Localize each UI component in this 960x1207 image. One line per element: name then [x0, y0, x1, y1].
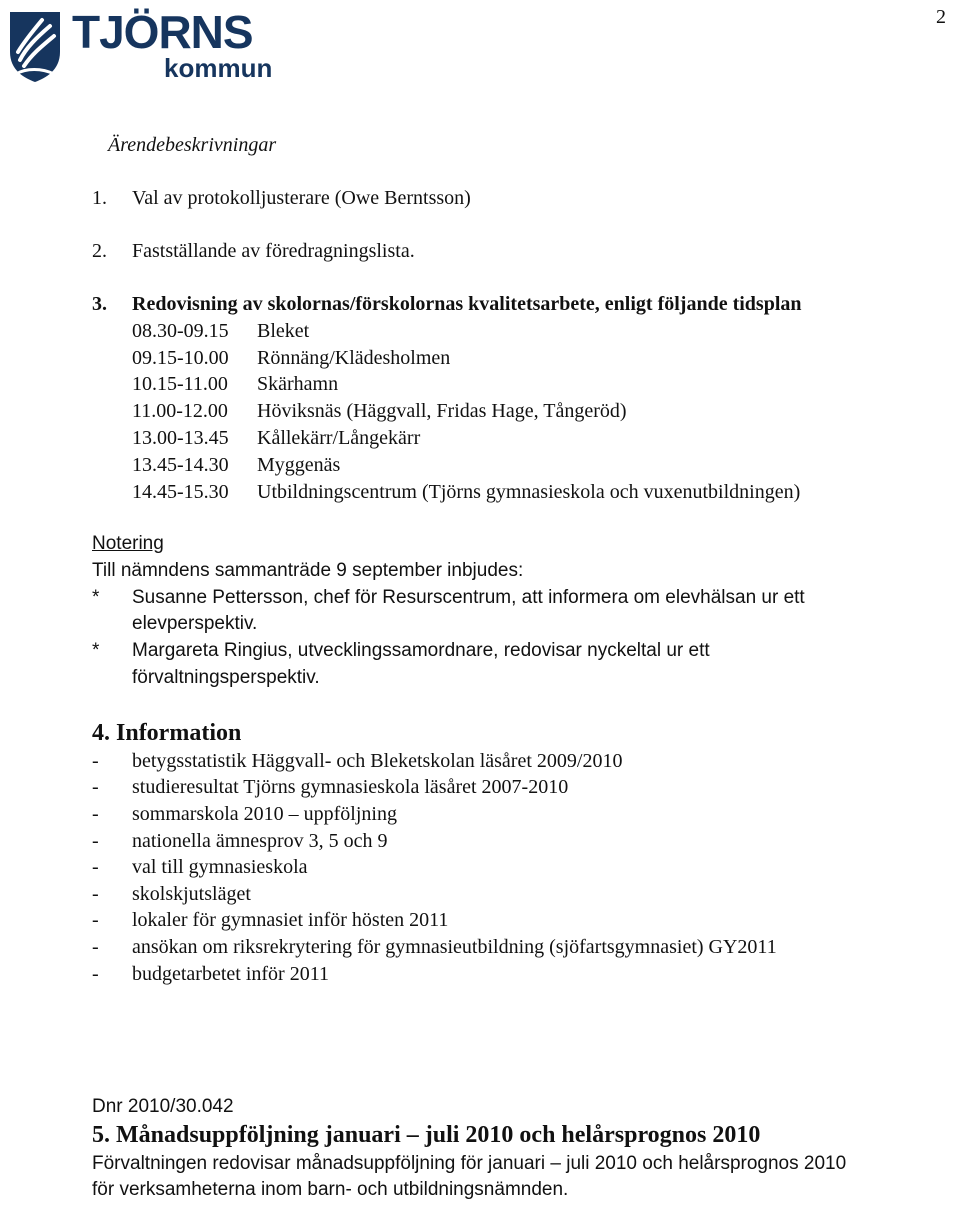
bullet-mark: *: [92, 587, 100, 608]
information-item: val till gymnasieskola: [132, 856, 308, 878]
information-item: nationella ämnesprov 3, 5 och 9: [132, 830, 388, 852]
schedule-time: 10.15-11.00: [132, 373, 228, 395]
tjorns-kommun-logo: [6, 6, 276, 86]
schedule-row: [132, 347, 450, 370]
schedule-row: [132, 373, 338, 396]
item-number: 1.: [92, 187, 107, 209]
schedule-row: [132, 481, 800, 504]
schedule-time: 09.15-10.00: [132, 347, 229, 369]
logo-subtitle: kommun: [164, 53, 273, 83]
note-title: Notering: [92, 533, 164, 554]
dash-mark: -: [92, 963, 99, 985]
page-number: 2: [936, 6, 946, 28]
information-item: betygsstatistik Häggvall- och Bleketskolan läsåret 2009/2010: [132, 750, 623, 772]
dash-mark: -: [92, 803, 99, 825]
schedule-row: [132, 320, 309, 343]
agenda-item-3: [92, 293, 802, 316]
item-number: 2.: [92, 240, 107, 262]
bullet-line: förvaltningsperspektiv.: [132, 667, 320, 688]
item-text: Val av protokolljusterare (Owe Berntsson): [132, 187, 471, 209]
item-text: Redovisning av skolornas/förskolornas kvalitetsarbete, enligt följande tidsplan: [132, 293, 802, 315]
item-text: Fastställande av föredragningslista.: [132, 240, 415, 262]
information-item: sommarskola 2010 – uppföljning: [132, 803, 397, 825]
section5-heading: 5. Månadsuppföljning januari – juli 2010 och helårsprognos 2010: [92, 1122, 761, 1148]
schedule-place: Kållekärr/Långekärr: [257, 427, 421, 449]
schedule-place: Skärhamn: [257, 373, 339, 395]
schedule-time: 13.00-13.45: [132, 427, 229, 449]
schedule-place: Bleket: [257, 320, 310, 342]
municipal-crest-icon: [6, 8, 64, 84]
schedule-place: Utbildningscentrum (Tjörns gymnasieskola och vuxenutbildningen): [257, 481, 801, 503]
diary-number: Dnr 2010/30.042: [92, 1096, 234, 1117]
dash-mark: -: [92, 909, 99, 931]
schedule-time: 13.45-14.30: [132, 454, 229, 476]
schedule-row: [132, 427, 420, 450]
schedule-place: Myggenäs: [257, 454, 341, 476]
dash-mark: -: [92, 856, 99, 878]
dash-mark: -: [92, 936, 99, 958]
section5-text: för verksamheterna inom barn- och utbildningsnämnden.: [92, 1179, 569, 1200]
bullet-line: Margareta Ringius, utvecklingssamordnare, redovisar nyckeltal ur ett: [132, 640, 710, 661]
item-number: 3.: [92, 293, 107, 315]
schedule-time: 14.45-15.30: [132, 481, 229, 503]
dash-mark: -: [92, 883, 99, 905]
section-heading: Ärendebeskrivningar: [108, 134, 277, 156]
schedule-row: [132, 400, 627, 423]
information-item: studieresultat Tjörns gymnasieskola läsåret 2007-2010: [132, 776, 569, 798]
section5-text: Förvaltningen redovisar månadsuppföljning för januari – juli 2010 och helårsprognos 2010: [92, 1153, 847, 1174]
schedule-time: 08.30-09.15: [132, 320, 229, 342]
schedule-place: Höviksnäs (Häggvall, Fridas Hage, Tångeröd): [257, 400, 627, 422]
dash-mark: -: [92, 776, 99, 798]
bullet-mark: *: [92, 640, 100, 661]
bullet-line: Susanne Pettersson, chef för Resurscentrum, att informera om elevhälsan ur ett: [132, 587, 805, 608]
logo-wordmark: TJÖRNS: [72, 6, 253, 58]
bullet-line: elevperspektiv.: [132, 613, 258, 634]
dash-mark: -: [92, 750, 99, 772]
schedule-row: [132, 454, 340, 477]
information-item: lokaler för gymnasiet inför hösten 2011: [132, 909, 449, 931]
information-heading: 4. Information: [92, 720, 242, 746]
information-item: budgetarbetet inför 2011: [132, 963, 329, 985]
information-item: ansökan om riksrekrytering för gymnasieutbildning (sjöfartsgymnasiet) GY2011: [132, 936, 777, 958]
agenda-item-2: [92, 240, 415, 263]
dash-mark: -: [92, 830, 99, 852]
schedule-place: Rönnäng/Klädesholmen: [257, 347, 451, 369]
note-intro: Till nämndens sammanträde 9 september inbjudes:: [92, 560, 524, 581]
information-item: skolskjutsläget: [132, 883, 251, 905]
schedule-time: 11.00-12.00: [132, 400, 228, 422]
agenda-item-1: [92, 187, 471, 210]
